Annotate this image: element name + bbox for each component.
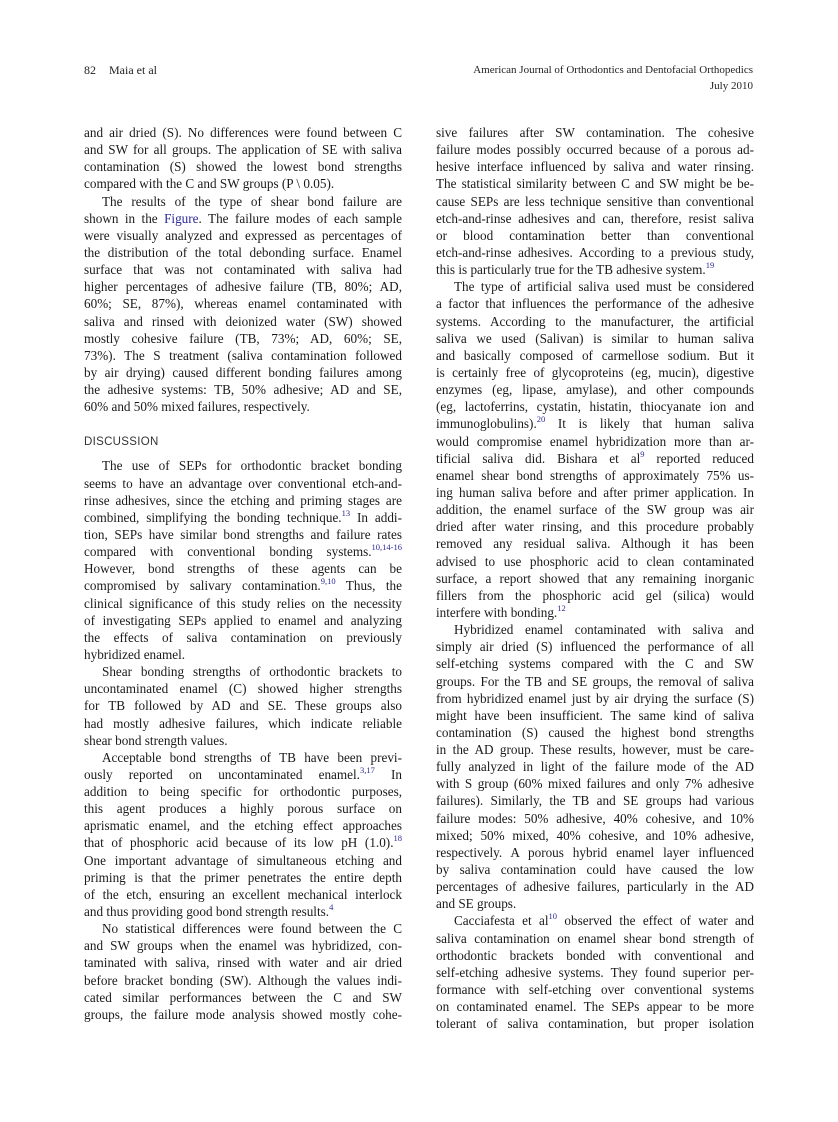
text-run: contamination (S) showed the lowest bond strengths [84,159,402,175]
text-run: shown in the [84,210,165,226]
text-run: formance with self-etching over conventional systems [436,982,754,998]
text-line [436,998,754,1015]
text-line [84,817,402,834]
text-line [84,381,402,398]
text-run: compromised by salivary contamination. [84,578,321,594]
text-run: were visually analyzed and expressed as percentages of [84,227,402,243]
text-line [436,364,754,381]
text-line [436,673,754,690]
text-run: in the AD group. These results, however, must be care- [436,742,754,758]
text-run: . The failure modes of each sample [198,210,402,226]
text-line [436,878,754,895]
text-run: simply air dried (S) influenced the performance of all [436,639,754,655]
text-run: and SE groups. [436,896,517,912]
text-run: that of phosphoric acid because of its low pH (1.0). [84,835,394,851]
text-run: hybridized enamel. [84,646,186,662]
reference-citation[interactable]: 10 [548,911,558,922]
text-line [84,834,402,851]
text-run: clinical significance of this study relies on the necessity [84,595,402,611]
text-line [436,724,754,741]
text-line [84,313,402,330]
text-line [436,981,754,998]
text-run: the adhesive systems: TB, 50% adhesive; AD and SE, [84,382,402,398]
reference-citation[interactable]: 20 [536,414,546,425]
text-line [436,278,754,295]
text-line [84,261,402,278]
paragraph [84,457,402,663]
journal-title: American Journal of Orthodontics and Dentofacial Orthopedics [473,64,753,76]
text-line [436,827,754,844]
text-line [84,783,402,800]
text-run: this agent produces a highly porous surface on [84,801,402,817]
running-header-authors: Maia et al [109,63,157,77]
running-header-left [84,62,157,78]
text-line [436,861,754,878]
text-run: dried after water rinsing, and this procedure probably [436,519,754,535]
text-run: might have been insufficient. The same kind of saliva [436,707,754,723]
text-line [84,954,402,971]
text-line [84,732,402,749]
text-line [436,741,754,758]
issue-date: July 2010 [709,80,753,92]
text-line [84,612,402,629]
text-line [84,715,402,732]
text-line [436,313,754,330]
text-line [436,415,754,432]
text-run: The use of SEPs for orthodontic bracket bonding [102,458,402,474]
text-run: hesive interface influenced by saliva and water rinsing. [436,159,754,175]
text-line [436,141,754,158]
text-run: It is likely that human saliva [545,416,754,432]
text-line [436,124,754,141]
paragraph [84,749,402,920]
text-column-left [84,124,402,1023]
text-line [84,869,402,886]
reference-citation[interactable]: 10,14-16 [371,542,402,553]
text-line [436,792,754,809]
text-run: No statistical differences were found between the C [102,921,402,937]
text-run: The type of artificial saliva used must be considered [454,279,754,295]
text-line [436,330,754,347]
text-line [84,398,402,415]
text-line [84,663,402,680]
text-run: saliva we used (Salivan) is similar to human saliva [436,330,754,346]
text-run: self-etching adhesive systems. They found superior per- [436,964,754,980]
text-line [84,920,402,937]
text-run: fully analyzed in light of the failure mode of the AD [436,759,754,775]
text-run: 60% and 50% mixed failures, respectively. [84,399,310,415]
text-line [84,347,402,364]
text-line [436,295,754,312]
reference-citation[interactable]: 12 [557,602,566,613]
text-line [84,972,402,989]
paragraph [84,920,402,1023]
text-line [436,227,754,244]
reference-citation[interactable]: 19 [705,260,715,271]
text-run: by air drying) caused different bonding failures among [84,364,402,380]
text-run: would compromise enamel hybridization more than ar- [436,433,754,449]
text-run: The results of the type of shear bond failure are [102,193,402,209]
text-run: failure modes possibly occurred because of a porous ad- [436,142,754,158]
text-line [436,930,754,947]
text-line [84,1006,402,1023]
text-run: tificial saliva did. Bishara et al [436,450,641,466]
text-line [84,457,402,474]
text-run: contamination (S) caused the highest bond strengths [436,724,754,740]
text-line [436,844,754,861]
text-line [84,646,402,663]
text-run: ously reported on uncontaminated enamel. [84,766,360,782]
text-run: and SW for all groups. The application of SE with saliva [84,142,402,158]
text-run: priming is that the primer penetrates the entire depth [84,869,402,885]
reference-citation[interactable]: 9 [640,448,645,459]
text-line [436,158,754,175]
text-run: and thus providing good bond strength results. [84,904,330,920]
text-run: reported reduced [644,450,754,466]
text-run: removed any residual saliva. Although it has been [436,536,754,552]
text-column-right [436,124,754,1032]
text-line [436,484,754,501]
text-run: mixed; 50% mixed, 40% cohesive, and 10% adhesive, [436,827,754,843]
text-line [84,749,402,766]
text-run: surface that was not contaminated with saliva had [84,262,402,278]
text-run: for TB followed by AD and SE. These groups also [84,698,402,714]
text-run: or blood contamination better than conventional [436,227,754,243]
text-run: this is particularly true for the TB adhesive system. [436,262,706,278]
text-line [84,852,402,869]
text-line [84,330,402,347]
reference-citation[interactable]: 3,17 [359,764,375,775]
text-line [84,124,402,141]
text-line [84,989,402,1006]
text-line [84,210,402,227]
text-line [84,492,402,509]
text-line [436,604,754,621]
text-run: failure modes: 50% adhesive, 40% cohesive, and 10% [436,810,754,826]
text-line [436,210,754,227]
paragraph [436,278,754,621]
text-run: seems to have an advantage over conventional etch-and- [84,475,402,491]
text-line [436,810,754,827]
text-run: rinse adhesives, since the etching and priming stages are [84,492,402,508]
text-run: (eg, lactoferrins, cystatin, histatin, thiocyanate ion and [436,399,754,415]
text-run: cause SEPs are less technique sensitive than conventional [436,193,754,209]
text-run: before bracket bonding (SW). Although the values indi- [84,972,402,988]
text-run: shear bond strength values. [84,732,228,748]
text-run: etch-and-rinse adhesives. According to a previous study, [436,244,754,260]
reference-citation[interactable]: 9,10 [320,576,336,587]
paragraph [84,124,402,193]
text-line [436,895,754,912]
text-line [84,278,402,295]
text-line [436,570,754,587]
text-run: had mostly adhesive failures, which indicate reliable [84,715,402,731]
text-line [436,347,754,364]
text-run: fillers from the phosphoric acid gel (silica) would [436,587,754,603]
text-run: and SW groups when the enamel was hybridized, con- [84,938,402,954]
text-run: In [374,766,402,782]
paragraph [84,193,402,416]
text-run: However, bond strengths of these agents can be [84,561,402,577]
text-run: One important advantage of simultaneous etching and [84,852,402,868]
text-line [84,903,402,920]
paragraph [436,621,754,912]
text-run: immunoglobulins). [436,416,537,432]
text-line [436,535,754,552]
text-run: saliva contamination on enamel shear bond strength of [436,930,754,946]
text-run: addition, the enamel surface of the SW group was air [436,502,754,518]
section-heading: DISCUSSION [84,436,159,449]
running-header-right [473,62,753,94]
text-run: self-etching systems compared with the C and SW [436,656,754,672]
text-line [84,227,402,244]
text-run: taminated with saliva, rinsed with water and air dried [84,955,402,971]
text-run: advised to use phosphoric acid to clean contaminated [436,553,754,569]
text-run: interfere with bonding. [436,604,558,620]
text-run: systems. According to the manufacturer, the artificial [436,313,754,329]
text-line [84,193,402,210]
text-run: Shear bonding strengths of orthodontic brackets to [102,664,402,680]
text-line [84,886,402,903]
text-run: compared with the C and SW groups (P \ 0.05). [84,176,335,192]
text-line [436,621,754,638]
text-line [436,947,754,964]
text-line [436,501,754,518]
text-line [84,141,402,158]
text-line [84,526,402,543]
text-line [436,398,754,415]
text-run: sive failures after SW contamination. The cohesive [436,125,754,140]
text-run: of the etch, ensuring an excellent mechanical interlock [84,886,402,902]
text-run: and basically composed of carmellose sodium. But it [436,347,754,363]
text-run: and air dried (S). No differences were found between C [84,125,402,140]
text-run: tion, SEPs have similar bond strengths and failure rates [84,526,402,542]
text-line [84,697,402,714]
text-line [84,158,402,175]
text-run: Cacciafesta et al [454,913,549,929]
paragraph [84,663,402,749]
paragraph [436,912,754,1032]
page-number: 82 [84,63,96,77]
reference-citation[interactable]: 18 [393,833,402,844]
text-line [84,509,402,526]
text-run: higher percentages of adhesive failure (TB, 80%; AD, [84,279,402,295]
text-run: of investigating SEPs applied to enamel and analyzing [84,612,402,628]
text-run: enamel shear bond strengths of approximately 75% us- [436,467,754,483]
text-line [84,543,402,560]
text-line [436,758,754,775]
text-run: the distribution of the total debonding surface. Enamel [84,244,402,260]
text-line [84,595,402,612]
text-run: with S group (60% mixed failures and only 7% adhesive [436,776,754,792]
text-run: failures). Similarly, the TB and SE groups had various [436,793,754,809]
text-line [84,937,402,954]
text-line [436,381,754,398]
text-line [84,766,402,783]
text-line [84,560,402,577]
text-line [436,450,754,467]
text-line [436,433,754,450]
text-run: Acceptable bond strengths of TB have been previ- [102,749,402,765]
text-run: cated similar performances between the C and SW [84,989,402,1005]
text-line [84,244,402,261]
text-line [436,964,754,981]
text-run: combined, simplifying the bonding technique. [84,509,342,525]
text-line [436,587,754,604]
text-line [84,364,402,381]
text-run: In addi- [350,509,402,525]
text-line [436,1015,754,1032]
text-run: The statistical similarity between C and SW might be be- [436,176,754,192]
text-line [436,912,754,929]
text-run: is certainly free of glycoproteins (eg, mucin), digestive [436,364,754,380]
text-run: the effects of saliva contamination on previously [84,629,402,645]
text-line [436,467,754,484]
text-run: Thus, the [335,578,402,594]
text-run: groups, the failure mode analysis showed mostly cohe- [84,1006,402,1022]
text-run: ing human saliva before and after primer application. In [436,484,754,500]
text-line [84,800,402,817]
text-line [84,577,402,594]
text-line [436,655,754,672]
text-line [436,707,754,724]
text-line [84,295,402,312]
text-run: percentages of adhesive failures, particularly in the AD [436,879,754,895]
text-run: Hybridized enamel contaminated with saliva and [454,622,754,638]
text-line [84,680,402,697]
text-run: 60%; SE, 87%), whereas enamel contaminated with [84,296,402,312]
text-run: orthodontic brackets bonded with conventional and [436,947,754,963]
figure-link[interactable]: Figure [164,210,199,226]
text-run: mostly cohesive failure (TB, 73%; AD, 60%; SE, [84,330,402,346]
text-run: surface, a report showed that any remaining inorganic [436,570,754,586]
text-run: observed the effect of water and [557,913,754,929]
text-run: tolerant of saliva contamination, but proper isolation [436,1016,754,1032]
reference-citation[interactable]: 13 [341,507,351,518]
text-run: a factor that influences the performance of the adhesive [436,296,754,312]
text-run: compared with conventional bonding systems. [84,544,372,560]
text-line [84,629,402,646]
text-run: respectively. A porous hybrid enamel layer influenced [436,844,754,860]
reference-citation[interactable]: 4 [329,902,334,913]
text-run: on contaminated enamel. The SEPs appear to be more [436,999,754,1015]
text-run: aprismatic enamel, and the etching effect approaches [84,818,402,834]
text-line [436,175,754,192]
text-run: groups. For the TB and SE groups, the removal of saliva [436,673,754,689]
text-run: enzymes (eg, lipase, amylase), and other compounds [436,382,754,398]
text-line [436,244,754,261]
text-run: from hybridized enamel just by air drying the surface (S) [436,690,754,706]
text-run: addition to being specific for orthodontic purposes, [84,784,402,800]
text-run: by saliva contamination could have caused the low [436,862,754,878]
text-line [436,193,754,210]
paragraph [436,124,754,278]
text-line [436,775,754,792]
text-line [436,261,754,278]
text-line [436,518,754,535]
text-run: saliva and rinsed with deionized water (SW) showed [84,313,402,329]
text-line [84,475,402,492]
text-line [436,638,754,655]
text-line [436,553,754,570]
text-run: etch-and-rinse adhesives and can, therefore, resist saliva [436,210,754,226]
text-run: 73%). The S treatment (saliva contamination followed [84,347,402,363]
text-run: uncontaminated enamel (C) showed higher strengths [84,681,402,697]
text-line [436,690,754,707]
text-line [84,175,402,192]
